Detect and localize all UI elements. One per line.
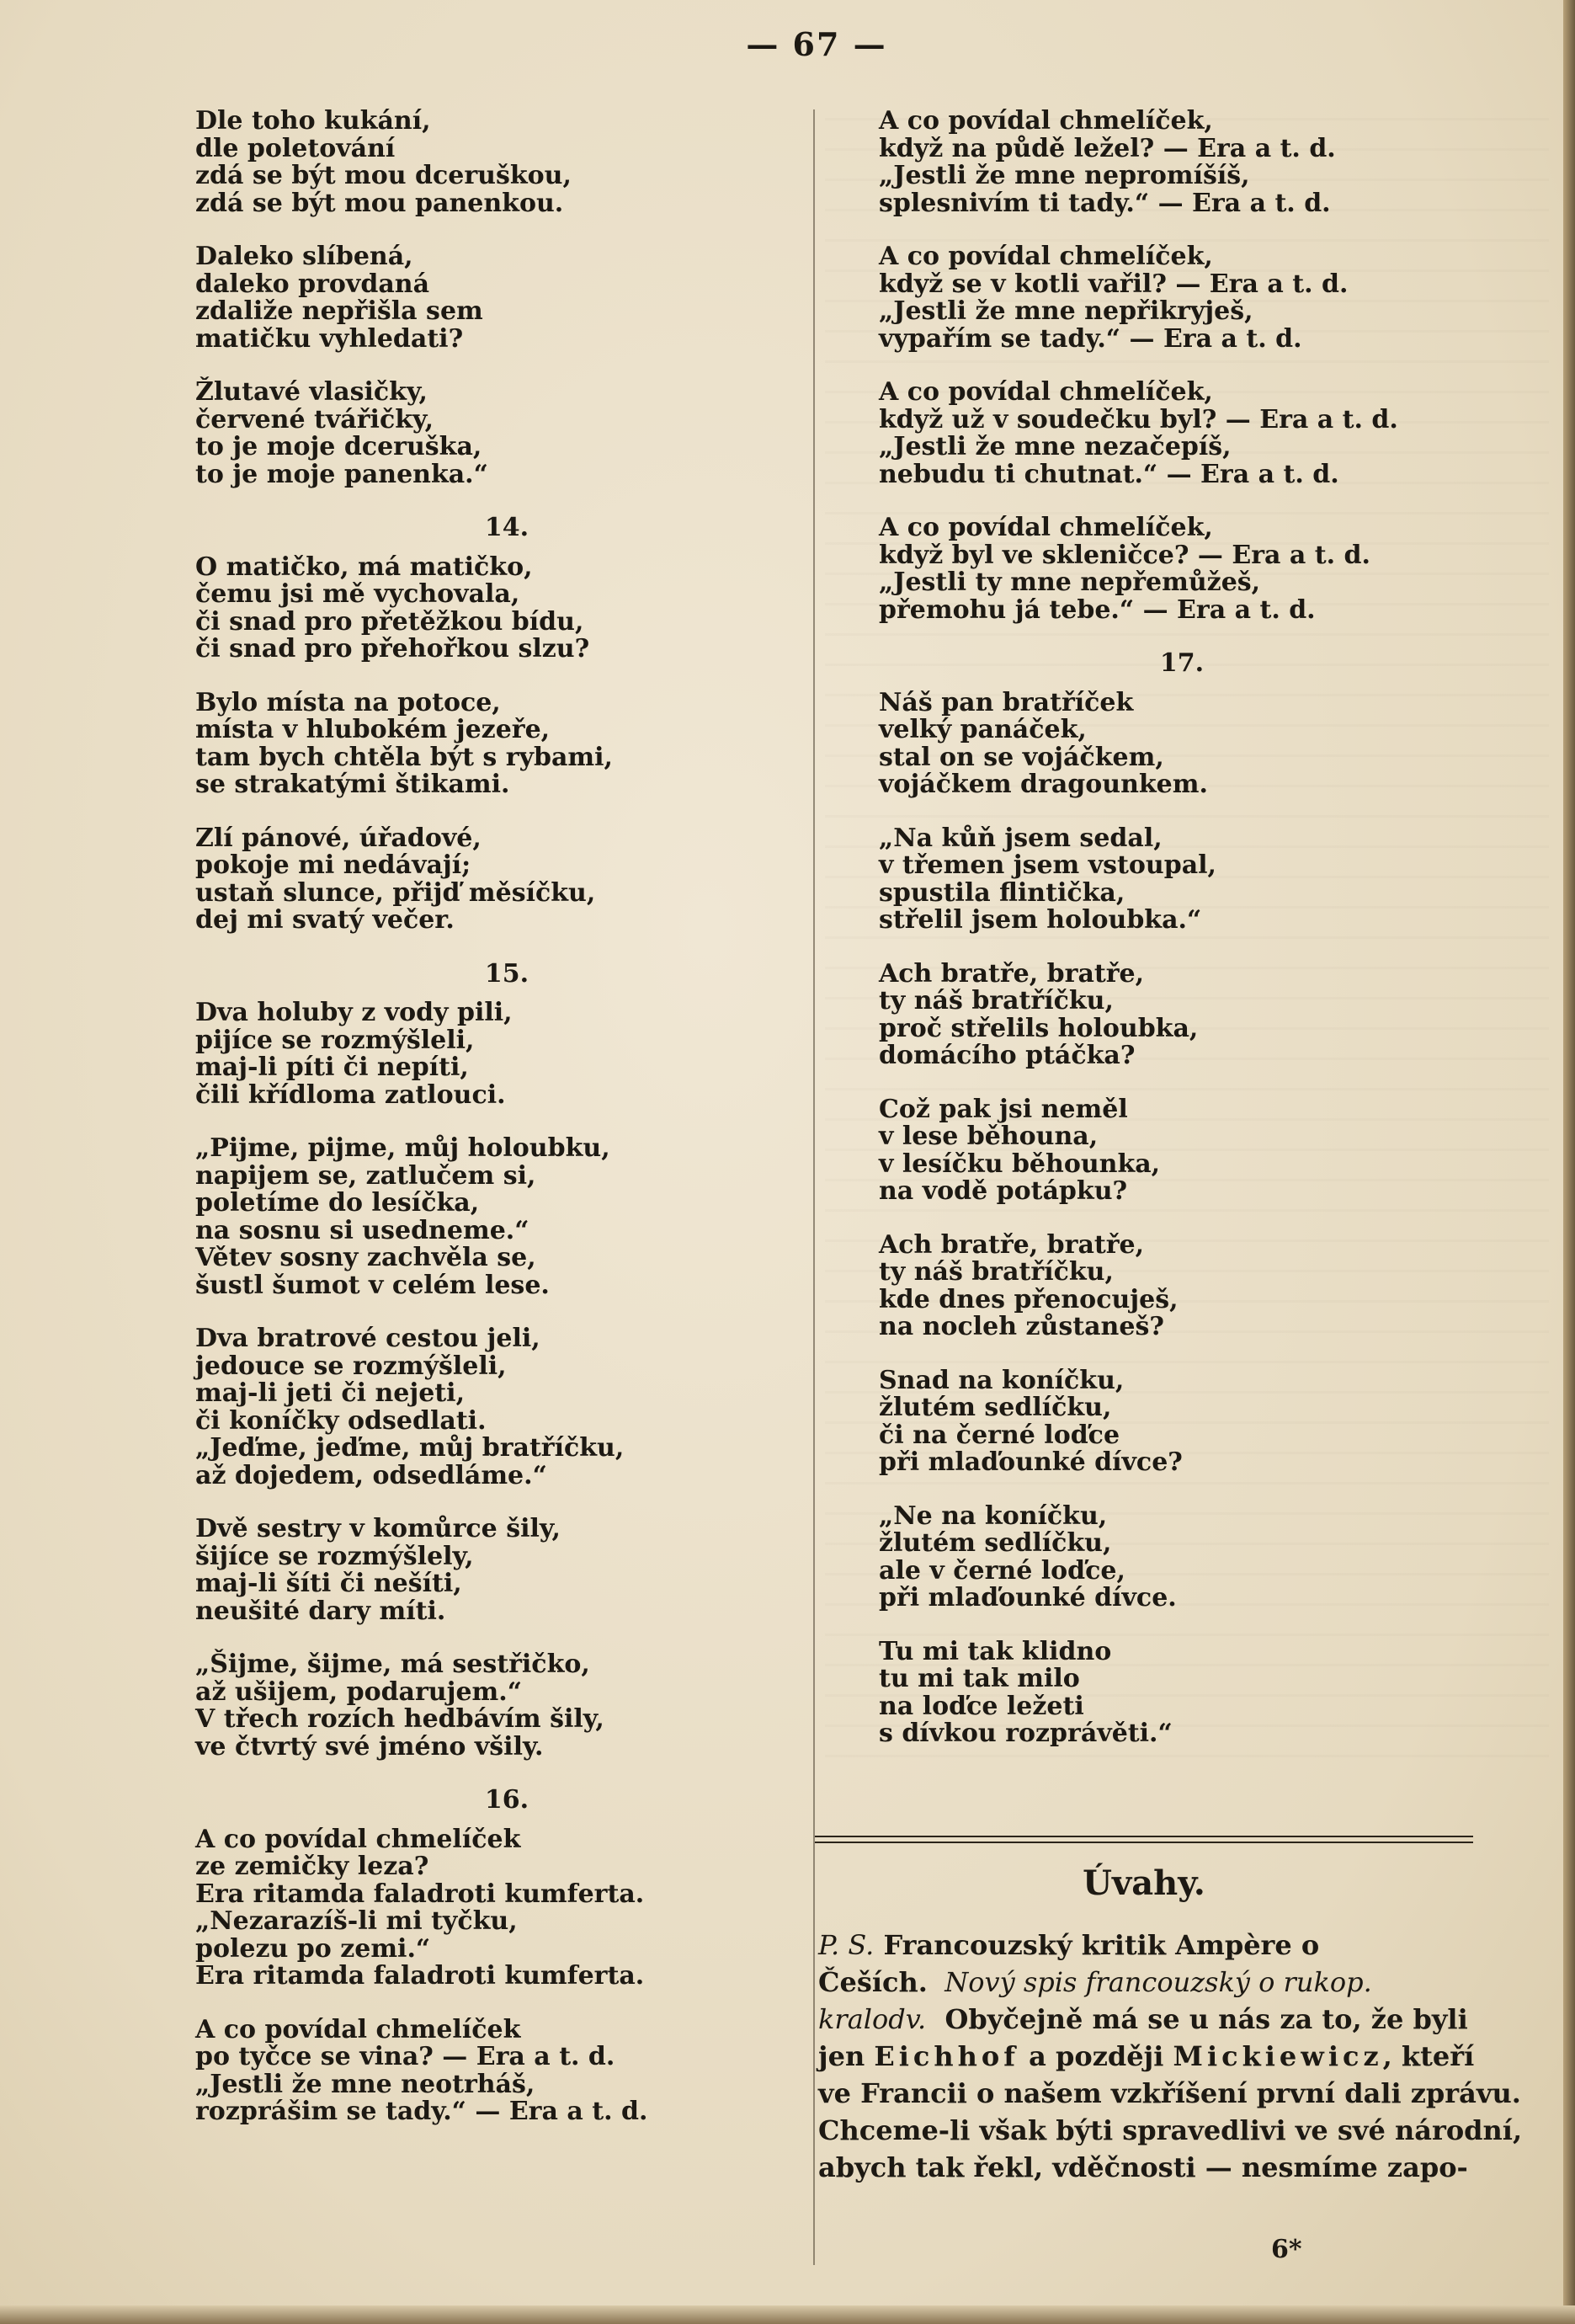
stanza — [879, 1500, 1485, 1612]
verse-line: to je moje panenka.“ — [195, 459, 488, 489]
verse-line: Dle toho kukání, — [195, 106, 431, 136]
verse-line: tu mi tak milo — [879, 1664, 1080, 1693]
verse-line: střelil jsem holoubka.“ — [879, 905, 1202, 935]
verse-line: či koníčky odsedlati. — [195, 1405, 487, 1436]
page-edge-right — [1563, 0, 1575, 2324]
verse-line: A co povídal chmelíček — [195, 1824, 521, 1854]
verse-line: Era ritamda faladroti kumferta. — [195, 1879, 645, 1909]
verse-line: ustaň slunce, přijď měsíčku, — [195, 877, 596, 908]
stanza — [879, 514, 1485, 624]
verse-line: či snad pro přehořkou slzu? — [195, 634, 590, 664]
verse-line: při mlaďounké dívce? — [879, 1447, 1183, 1477]
right-column — [879, 108, 1485, 1774]
poem-number: 14. — [484, 513, 529, 542]
verse-line: polezu po zemi.“ — [195, 1933, 431, 1964]
verse-line: Žlutavé vlasičky, — [195, 377, 428, 407]
stanza — [879, 108, 1485, 217]
prose-fragment: jen — [818, 2040, 875, 2072]
prose-fragment: P. S. — [818, 1929, 875, 1961]
stanza — [195, 243, 818, 353]
verse-line: daleko provdaná — [195, 269, 430, 299]
verse-line: dej mi svatý večer. — [195, 905, 455, 935]
verse-line: až ušijem, podarujem.“ — [195, 1676, 522, 1707]
page-edge-bottom — [0, 2305, 1575, 2324]
prose-fragment: Chceme-li však býti spravedlivi ve své národní, — [818, 2114, 1523, 2146]
prose-line — [818, 2001, 1483, 2038]
verse-line: Ach bratře, bratře, — [879, 958, 1145, 989]
stanza — [879, 1229, 1485, 1341]
stanza — [195, 379, 818, 488]
verse-line: „Šijme, šijme, má sestřičko, — [195, 1650, 590, 1679]
verse-line: žlutém sedlíčku, — [879, 1393, 1112, 1422]
verse-line: červené tvářičky, — [195, 404, 434, 434]
verse-line: „Jestli že mne nepromíšíš, — [879, 161, 1250, 190]
verse-line: ty náš bratříčku, — [879, 1257, 1114, 1287]
verse-line: A co povídal chmelíček, — [879, 242, 1213, 271]
verse-line: domácího ptáčka? — [879, 1041, 1136, 1070]
verse-line: nebudu ti chutnat.“ — Era a t. d. — [879, 459, 1339, 489]
verse-line: přemohu já tebe.“ — Era a t. d. — [879, 594, 1316, 625]
verse-line: Ach bratře, bratře, — [879, 1229, 1145, 1260]
verse-line: A co povídal chmelíček, — [879, 106, 1213, 136]
prose-fragment: Mickiewicz — [1173, 2040, 1383, 2072]
page-number: — 67 — — [746, 25, 887, 63]
verse-line: Era ritamda faladroti kumferta. — [195, 1961, 645, 1991]
verse-line: to je moje dceruška, — [195, 432, 482, 461]
verse-line: „Jestli že mne nezačepíš, — [879, 432, 1232, 461]
verse-line: „Jestli že mne neotrháš, — [195, 2069, 535, 2099]
verse-line: Zlí pánové, úřadové, — [195, 823, 482, 853]
verse-line: maj-li píti či nepíti, — [195, 1053, 469, 1082]
prose-line — [818, 2149, 1483, 2186]
prose-fragment: Eichhof — [874, 2040, 1020, 2072]
verse-line: velký panáček, — [879, 715, 1087, 744]
stanza — [879, 958, 1485, 1070]
verse-line: zdá se být mou panenkou. — [195, 188, 564, 218]
verse-line: Náš pan bratříček — [879, 687, 1134, 717]
stanza — [195, 1651, 818, 1761]
prose-fragment: Češích. — [818, 1966, 928, 1998]
verse-line: Větev sosny zachvěla se, — [195, 1243, 536, 1272]
verse-line: po tyčce se vina? — Era a t. d. — [195, 2042, 615, 2071]
verse-line: „Jeďme, jeďme, můj bratříčku, — [195, 1433, 625, 1463]
poem-number: 17. — [1159, 648, 1205, 678]
stanza — [195, 1826, 818, 1991]
verse-line: matičku vyhledati? — [195, 323, 464, 354]
signature-mark: 6* — [1271, 2235, 1302, 2264]
prose-fragment: ve Francii o našem vzkříšení první dali zprávu. — [818, 2077, 1521, 2109]
prose-fragment: abych tak řekl, vděčnosti — nesmíme zapo- — [818, 2151, 1468, 2183]
stanza — [879, 825, 1485, 935]
prose-line — [818, 1964, 1483, 2001]
verse-line: maj-li jeti či nejeti, — [195, 1378, 466, 1408]
verse-line: vojáčkem dragounkem. — [879, 770, 1208, 799]
verse-line: Daleko slíbená, — [195, 242, 413, 271]
stanza — [195, 999, 818, 1109]
verse-line: když na půdě ležel? — Era a t. d. — [879, 133, 1336, 163]
poem-number: 15. — [484, 958, 529, 989]
verse-line: na sosnu si usedneme.“ — [195, 1215, 529, 1245]
section-separator — [815, 1836, 1473, 1843]
verse-line: Snad na koníčku, — [879, 1365, 1125, 1395]
verse-line: když už v soudečku byl? — Era a t. d. — [879, 404, 1398, 434]
verse-line: šijíce se rozmýšlely, — [195, 1541, 474, 1571]
verse-line: Dvě sestry v komůrce šily, — [195, 1514, 561, 1543]
prose-fragment: Francouzský kritik Ampère o — [874, 1929, 1320, 1961]
stanza — [879, 243, 1485, 353]
verse-line: jedouce se rozmýšleli, — [195, 1351, 507, 1381]
prose-fragment: , kteří — [1382, 2040, 1475, 2072]
stanza — [879, 687, 1485, 799]
verse-line: ale v černé loďce, — [879, 1555, 1125, 1586]
verse-line: poletíme do lesíčka, — [195, 1188, 480, 1218]
verse-line: čili křídloma zatlouci. — [195, 1079, 506, 1110]
verse-line: „Jestli ty mne nepřemůžeš, — [879, 568, 1261, 597]
verse-line: „Ne na koníčku, — [879, 1500, 1108, 1531]
prose-fragment: a později — [1019, 2040, 1173, 2072]
stanza — [195, 1135, 818, 1299]
verse-line: Bylo místa na potoce, — [195, 687, 501, 717]
verse-line: v třemen jsem vstoupal, — [879, 850, 1216, 880]
verse-line: až dojedem, odsedláme.“ — [195, 1460, 547, 1490]
verse-line: s dívkou rozprávěti.“ — [879, 1719, 1173, 1748]
verse-line: „Na kůň jsem sedal, — [879, 823, 1163, 853]
verse-line: při mlaďounké dívce. — [879, 1583, 1177, 1612]
verse-line: „Pijme, pijme, můj holoubku, — [195, 1133, 610, 1163]
verse-line: Dva bratrové cestou jeli, — [195, 1324, 540, 1353]
verse-line: pokoje mi nedávají; — [195, 850, 471, 880]
verse-line: spustila flintička, — [879, 877, 1125, 908]
verse-line: „Jestli že mne nepřikryješ, — [879, 296, 1253, 326]
verse-line: když se v kotli vařil? — Era a t. d. — [879, 269, 1349, 299]
verse-line: kde dnes přenocuješ, — [879, 1284, 1179, 1314]
verse-line: se strakatými štikami. — [195, 770, 510, 799]
verse-line: zdaliže nepřišla sem — [195, 296, 483, 326]
stanza — [195, 1516, 818, 1625]
stanza — [195, 108, 818, 217]
verse-line: Tu mi tak klidno — [879, 1636, 1112, 1666]
stanza — [879, 1096, 1485, 1206]
stanza — [195, 554, 818, 664]
verse-line: na vodě potápku? — [879, 1176, 1128, 1206]
verse-line: žlutém sedlíčku, — [879, 1528, 1112, 1558]
verse-line: splesnivím ti tady.“ — Era a t. d. — [879, 188, 1331, 218]
prose-fragment: Nový spis francouzský o rukop. — [927, 1966, 1372, 1998]
left-column — [195, 108, 818, 2152]
verse-line: V třech rozích hedbávím šily, — [195, 1704, 604, 1734]
verse-line: zdá se být mou dceruškou, — [195, 161, 572, 190]
section-prose — [818, 1927, 1523, 2186]
verse-line: vypařím se tady.“ — Era a t. d. — [879, 323, 1302, 354]
stanza — [195, 2014, 818, 2126]
verse-line: neušité dary míti. — [195, 1596, 446, 1626]
stanza — [879, 379, 1485, 488]
stanza — [879, 1367, 1485, 1477]
verse-line: stal on se vojáčkem, — [879, 742, 1164, 772]
verse-line: napijem se, zatlučem si, — [195, 1160, 536, 1191]
prose-fragment: Obyčejně má se u nás za to, že byli — [926, 2003, 1468, 2035]
prose-line — [818, 2075, 1521, 2112]
poem-number: 16. — [484, 1785, 529, 1815]
stanza — [879, 1636, 1485, 1748]
verse-line: dle poletování — [195, 133, 396, 163]
verse-line: „Nezarazíš-li mi tyčku, — [195, 1906, 518, 1936]
prose-fragment: kralodv. — [818, 2003, 927, 2035]
stanza — [195, 687, 818, 799]
verse-line: tam bych chtěla být s rybami, — [195, 742, 613, 772]
verse-line: v lesíčku běhounka, — [879, 1149, 1161, 1179]
verse-line: na nocleh zůstaneš? — [879, 1312, 1164, 1341]
verse-line: či na černé loďce — [879, 1420, 1120, 1450]
verse-line: šustl šumot v celém lese. — [195, 1270, 550, 1300]
verse-line: rozprášim se tady.“ — Era a t. d. — [195, 2097, 648, 2126]
verse-line: na loďce ležeti — [879, 1691, 1084, 1721]
verse-line: ze zemičky leza? — [195, 1852, 429, 1881]
verse-line: či snad pro přetěžkou bídu, — [195, 606, 584, 637]
verse-line: Což pak jsi neměl — [879, 1094, 1128, 1124]
verse-line: v lese běhouna, — [879, 1122, 1099, 1151]
prose-line — [818, 2112, 1523, 2149]
verse-line: O matičko, má matičko, — [195, 552, 533, 582]
verse-line: ty náš bratříčku, — [879, 986, 1114, 1015]
stanza — [195, 1325, 818, 1490]
verse-line: ve čtvrtý své jméno všily. — [195, 1731, 544, 1762]
section-title: Úvahy. — [1083, 1863, 1205, 1903]
verse-line: Dva holuby z vody pili, — [195, 998, 513, 1027]
verse-line: pijíce se rozmýšleli, — [195, 1025, 475, 1055]
verse-line: proč střelils holoubka, — [879, 1013, 1199, 1043]
verse-line: když byl ve skleničce? — Era a t. d. — [879, 540, 1370, 570]
verse-line: A co povídal chmelíček — [195, 2014, 521, 2044]
verse-line: maj-li šíti či nešíti, — [195, 1569, 462, 1598]
prose-line — [818, 1927, 1483, 1964]
verse-line: A co povídal chmelíček, — [879, 513, 1213, 542]
prose-line — [818, 2038, 1483, 2075]
verse-line: A co povídal chmelíček, — [879, 377, 1213, 407]
verse-line: místa v hlubokém jezeře, — [195, 715, 551, 744]
verse-line: čemu jsi mě vychovala, — [195, 579, 520, 609]
stanza — [195, 825, 818, 935]
